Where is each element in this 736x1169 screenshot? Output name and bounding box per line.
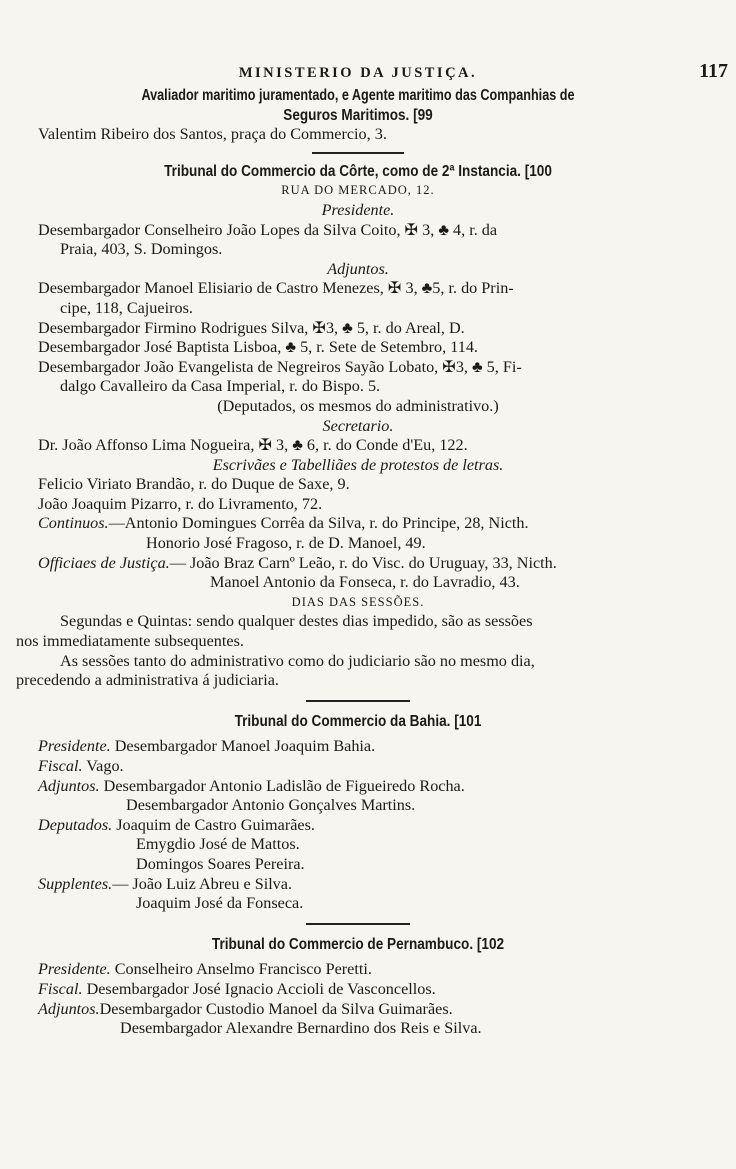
pernambuco-fiscal-value: Desembargador José Ignacio Accioli de Vasconcellos. (86, 979, 436, 998)
bahia-supplentes-label: Supplentes. (38, 874, 113, 893)
dias-heading: DIAS DAS SESSÕES. (291, 594, 425, 609)
official-1: — João Braz Carnº Leão, r. do Visc. do Uruguay, 33, Nicth. (169, 553, 557, 572)
continuos-label: Continuos. (38, 514, 109, 533)
secretario-entry: Dr. João Affonso Lima Nogueira, ✠ 3, ♣ 6, r. do Conde d'Eu, 122. (38, 436, 468, 455)
presidente-entry (38, 221, 678, 260)
bahia-deputados-label: Deputados. (38, 815, 113, 834)
dias-p2-line1: As sessões tanto do administrativo como do judiciario são no mesmo dia, (60, 651, 535, 670)
bahia-deputado-2: Emygdio José de Mattos. (136, 835, 300, 854)
presidente-line2: Praia, 403, S. Domingos. (60, 240, 223, 259)
adjuntos-heading: Adjuntos. (327, 259, 389, 278)
section-divider (306, 700, 410, 702)
continuos-entry (38, 514, 678, 534)
secretario-heading: Secretario. (322, 416, 394, 435)
section-title-bahia: Tribunal do Commercio da Bahia. [101 (234, 712, 482, 730)
pernambuco-adjuntos (38, 1000, 678, 1020)
pernambuco-presidente (38, 960, 678, 980)
dias-p1-line2: nos immediatamente subsequentes. (16, 632, 244, 651)
bahia-deputados (38, 816, 678, 836)
adjunto-1-line1: Desembargador Manoel Elisiario de Castro Menezes, ✠ 3, ♣5, r. do Prin- (38, 279, 514, 298)
bahia-supplentes (38, 875, 678, 895)
bahia-fiscal-value: Vago. (86, 757, 124, 775)
adjunto-entry-2: Desembargador Firmino Rodrigues Silva, ✠3, ♣ 5, r. do Areal, D. (38, 318, 465, 337)
bahia-adjunto-1: Desembargador Antonio Ladislão de Figueiredo Rocha. (103, 776, 465, 795)
bahia-supplente-2: Joaquim José da Fonseca. (136, 894, 304, 913)
adjunto-4-line1: Desembargador João Evangelista de Negreiros Sayão Lobato, ✠3, ♣ 5, Fi- (38, 357, 522, 376)
bahia-presidente-value: Desembargador Manoel Joaquim Bahia. (114, 737, 376, 756)
page-number: 117 (699, 60, 728, 82)
officiaes-entry (38, 554, 678, 574)
escrivao-entry-1: Felicio Viriato Brandão, r. do Duque de Saxe, 9. (38, 475, 350, 494)
bahia-presidente (38, 737, 678, 757)
adjunto-1-line2: cipe, 118, Cajueiros. (60, 298, 193, 317)
dias-paragraph-2 (16, 651, 678, 691)
dias-paragraph-1 (16, 612, 678, 651)
section-title-avaliador-cont: Seguros Maritimos. [99 (283, 106, 433, 124)
deputados-note: (Deputados, os mesmos do administrativo.) (217, 396, 499, 415)
section-title-corte: Tribunal do Commercio da Côrte, como de 2ª Instancia. [100 (164, 162, 552, 180)
presidente-heading: Presidente. (321, 200, 395, 219)
section-title-pernambuco: Tribunal do Commercio de Pernambuco. [102 (211, 935, 505, 953)
pernambuco-adjuntos-label: Adjuntos. (38, 999, 100, 1018)
official-entry-2: Manoel Antonio da Fonseca, r. do Lavradio, 43. (210, 573, 520, 592)
bahia-presidente-label: Presidente. (38, 737, 111, 756)
dias-p2-line2: precedendo a administrativa á judiciaria. (16, 671, 279, 690)
dias-p1-line1: Segundas e Quintas: sendo qualquer destes dias impedido, são as sessões (60, 612, 533, 631)
adjunto-entry-3: Desembargador José Baptista Lisboa, ♣ 5, r. Sete de Setembro, 114. (38, 338, 478, 357)
pernambuco-presidente-value: Conselheiro Anselmo Francisco Peretti. (114, 960, 372, 979)
header-title: MINISTERIO DA JUSTIÇA. (238, 65, 478, 81)
section-title-avaliador: Avaliador maritimo juramentado, e Agente maritimo das Companhias de (141, 87, 575, 104)
pernambuco-adjunto-1: Desembargador Custodio Manoel da Silva Guimarães. (99, 999, 453, 1018)
bahia-fiscal-label: Fiscal. (38, 757, 83, 775)
adjunto-entry-4 (38, 358, 678, 397)
running-header (38, 60, 728, 86)
officiaes-label: Officiaes de Justiça. (38, 553, 170, 572)
bahia-supplente-1: — João Luiz Abreu e Silva. (112, 874, 293, 893)
continuo-1: —Antonio Domingues Corrêa da Silva, r. do Principe, 28, Nicth. (108, 514, 529, 533)
adjunto-4-line2: dalgo Cavalleiro da Casa Imperial, r. do Bispo. 5. (60, 377, 381, 396)
adjunto-entry-1 (38, 279, 678, 318)
pernambuco-fiscal-label: Fiscal. (38, 979, 83, 998)
avaliador-entry: Valentim Ribeiro dos Santos, praça do Commercio, 3. (38, 125, 387, 144)
section-divider (312, 152, 404, 154)
bahia-adjuntos-label: Adjuntos. (38, 776, 100, 795)
bahia-deputado-1: Joaquim de Castro Guimarães. (116, 815, 315, 834)
escrivao-entry-2: João Joaquim Pizarro, r. do Livramento, 72. (38, 494, 323, 513)
bahia-deputado-3: Domingos Soares Pereira. (136, 854, 305, 873)
bahia-adjunto-2: Desembargador Antonio Gonçalves Martins. (126, 796, 416, 815)
pernambuco-adjunto-2: Desembargador Alexandre Bernardino dos Reis e Silva. (120, 1019, 482, 1038)
escrivaes-heading: Escrivães e Tabelliães de protestos de letras. (212, 455, 504, 474)
bahia-adjuntos (38, 777, 678, 797)
bahia-fiscal (38, 757, 678, 777)
pernambuco-presidente-label: Presidente. (38, 960, 111, 979)
continuo-entry-2: Honorio José Fragoso, r. de D. Manoel, 49. (146, 534, 426, 553)
pernambuco-fiscal (38, 980, 678, 1000)
corte-address: RUA DO MERCADO, 12. (281, 183, 435, 198)
presidente-line1: Desembargador Conselheiro João Lopes da Silva Coito, ✠ 3, ♣ 4, r. da (38, 220, 498, 239)
section-divider (306, 923, 410, 925)
